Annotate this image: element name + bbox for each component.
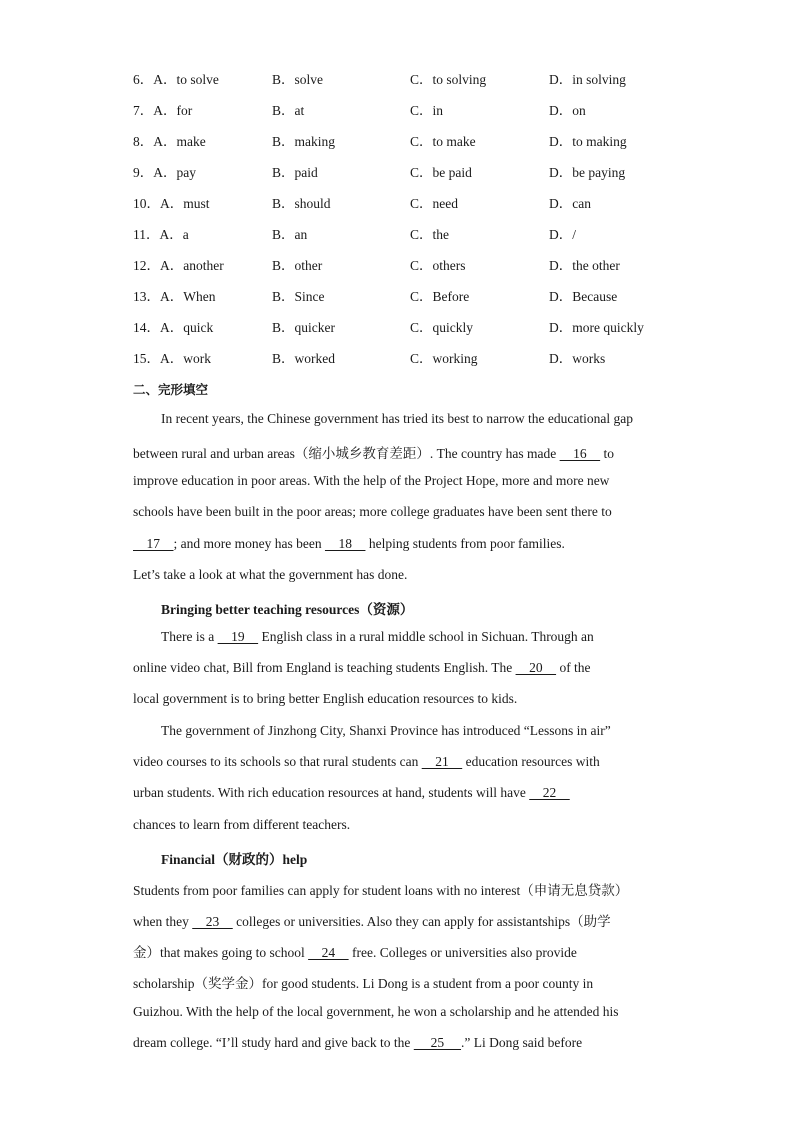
option-d: D．/ [549, 227, 576, 242]
option-a: 14．A．quick [133, 320, 214, 335]
question-options-row [133, 130, 693, 152]
blank-25[interactable]: 25 [413, 1035, 462, 1050]
question-options-row [133, 99, 693, 121]
option-c: C．working [410, 351, 478, 366]
option-c: C．Before [410, 289, 470, 304]
blank-21[interactable]: 21 [421, 754, 463, 769]
option-c: C．to make [410, 134, 476, 149]
option-d: D．the other [549, 258, 620, 273]
option-a: 13．A．When [133, 289, 216, 304]
option-a: 6．A．to solve [133, 72, 219, 87]
blank-22[interactable]: 22 [529, 785, 570, 800]
option-b: B．making [272, 134, 335, 149]
option-d: D．Because [549, 289, 618, 304]
passage-line: Guizhou. With the help of the local government, he won a scholarship and he attended his [133, 1004, 619, 1019]
option-b: B．Since [272, 289, 325, 304]
question-options-row [133, 254, 693, 276]
passage-line: scholarship（奖学金）for good students. Li Dong is a student from a poor county in [133, 976, 594, 991]
question-options-row [133, 161, 693, 183]
blank-23[interactable]: 23 [192, 914, 233, 929]
question-options-row [133, 285, 693, 307]
blank-24[interactable]: 24 [308, 945, 349, 960]
option-b: B．other [272, 258, 323, 273]
option-b: B．worked [272, 351, 335, 366]
option-d: D．on [549, 103, 586, 118]
question-options-row [133, 192, 693, 214]
passage-line: Students from poor families can apply for student loans with no interest（申请无息贷款） [133, 883, 629, 898]
passage-line: There is a 19 English class in a rural middle school in Sichuan. Through an [161, 629, 594, 644]
passage-line: local government is to bring better English education resources to kids. [133, 691, 518, 706]
section-heading: 二、完形填空 [133, 382, 209, 397]
blank-18[interactable]: 18 [324, 536, 366, 551]
option-b: B．should [272, 196, 331, 211]
option-d: D．can [549, 196, 591, 211]
blank-17[interactable]: 17 [133, 536, 174, 551]
passage-line: online video chat, Bill from England is teaching students English. The 20 of the [133, 660, 591, 675]
option-a: 8．A．make [133, 134, 206, 149]
option-a: 15．A．work [133, 351, 211, 366]
blank-16[interactable]: 16 [559, 446, 601, 461]
passage-line: between rural and urban areas（缩小城乡教育差距）. The country has made 16 to [133, 446, 615, 461]
blank-19[interactable]: 19 [217, 629, 259, 644]
option-a: 7．A．for [133, 103, 193, 118]
option-d: D．more quickly [549, 320, 644, 335]
passage-line: The government of Jinzhong City, Shanxi Province has introduced “Lessons in air” [161, 723, 611, 738]
passage-line: when they 23 colleges or universities. Also they can apply for assistantships（助学 [133, 914, 611, 929]
subheading-financial-help: Financial（财政的）help [161, 852, 308, 867]
option-d: D．works [549, 351, 606, 366]
passage-line: urban students. With rich education resources at hand, students will have 22 [133, 785, 570, 800]
option-d: D．to making [549, 134, 627, 149]
subheading-teaching-resources: Bringing better teaching resources（资源） [161, 602, 414, 617]
option-b: B．an [272, 227, 308, 242]
option-b: B．quicker [272, 320, 335, 335]
option-c: C．the [410, 227, 449, 242]
option-b: B．at [272, 103, 305, 118]
passage-line: 17 ; and more money has been 18 helping students from poor families. [133, 536, 565, 551]
passage-line: video courses to its schools so that rural students can 21 education resources with [133, 754, 600, 769]
question-options-row [133, 347, 693, 369]
option-c: C．others [410, 258, 466, 273]
option-c: C．to solving [410, 72, 487, 87]
passage-line: dream college. “I’ll study hard and give back to the 25 .” Li Dong said before [133, 1035, 583, 1050]
option-a: 11．A．a [133, 227, 189, 242]
passage-line: In recent years, the Chinese government has tried its best to narrow the educational gap [161, 411, 633, 426]
blank-20[interactable]: 20 [515, 660, 557, 675]
passage-line: improve education in poor areas. With the help of the Project Hope, more and more new [133, 473, 610, 488]
option-d: D．in solving [549, 72, 626, 87]
option-c: C．quickly [410, 320, 473, 335]
question-options-row [133, 68, 693, 90]
option-c: C．be paid [410, 165, 472, 180]
question-options-row [133, 223, 693, 245]
option-a: 12．A．another [133, 258, 224, 273]
passage-line: chances to learn from different teachers. [133, 817, 351, 832]
option-b: B．solve [272, 72, 324, 87]
option-a: 10．A．must [133, 196, 210, 211]
question-options-row [133, 316, 693, 338]
option-c: C．need [410, 196, 458, 211]
option-b: B．paid [272, 165, 318, 180]
option-d: D．be paying [549, 165, 626, 180]
option-c: C．in [410, 103, 444, 118]
passage-line: Let’s take a look at what the government has done. [133, 567, 408, 582]
option-a: 9．A．pay [133, 165, 196, 180]
passage-line: 金）that makes going to school 24 free. Colleges or universities also provide [133, 945, 577, 960]
passage-line: schools have been built in the poor areas; more college graduates have been sent there to [133, 504, 612, 519]
